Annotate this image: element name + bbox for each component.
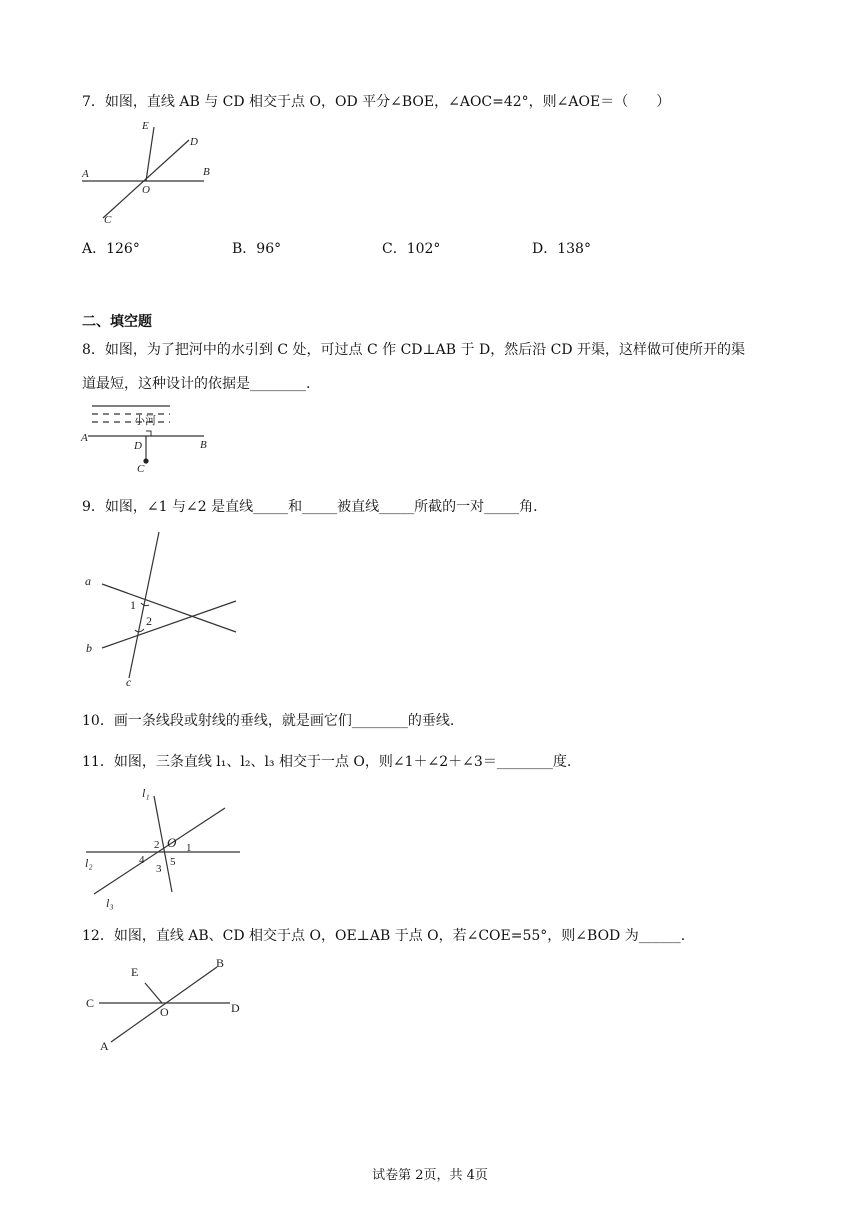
question-12-figure [80, 958, 250, 1054]
label-B: B [203, 166, 210, 178]
label-E: E [142, 120, 149, 132]
question-9-text: 9．如图，∠1 与∠2 是直线_____和_____被直线_____所截的一对_____角. [82, 499, 538, 515]
page-footer: 试卷第 2页，共 4页 [372, 1168, 488, 1183]
angle-2-label: 2 [154, 839, 160, 851]
angle-1-label: 1 [130, 598, 136, 612]
label-C: C [104, 214, 112, 226]
label-E: E [131, 965, 139, 979]
angle-2-label: 2 [146, 614, 152, 628]
label-D: D [190, 136, 198, 148]
option-b: B．96° [232, 241, 282, 257]
question-11-figure [80, 780, 245, 912]
label-l2: l₂ [85, 856, 93, 870]
question-11-text: 11．如图，三条直线 l₁、l₂、l₃ 相交于一点 O，则∠1＋∠2＋∠3＝________度. [82, 754, 572, 770]
label-b: b [86, 641, 92, 655]
angle-3-label: 3 [156, 863, 162, 875]
label-C: C [137, 463, 145, 475]
question-10-text: 10．画一条线段或射线的垂线，就是画它们________的垂线. [82, 713, 455, 729]
label-A: A [82, 168, 89, 180]
question-7-text: 7．如图，直线 AB 与 CD 相交于点 O，OD 平分∠BOE，∠AOC=42°，则∠AOE＝（ ） [82, 94, 671, 110]
question-8-figure [78, 400, 218, 476]
label-D: D [231, 1001, 240, 1015]
question-7-figure [78, 115, 228, 227]
label-D: D [134, 440, 142, 452]
label-a: a [85, 574, 91, 588]
label-B: B [200, 439, 207, 451]
label-l1: l₁ [142, 786, 150, 800]
question-12-text: 12．如图，直线 AB、CD 相交于点 O，OE⊥AB 于点 O，若∠COE=55°，则∠BOD 为______. [82, 928, 686, 944]
label-c: c [126, 675, 132, 689]
label-B: B [216, 958, 225, 970]
label-O: O [167, 835, 177, 850]
angle-5-label: 5 [170, 856, 176, 868]
option-a: A．126° [82, 241, 140, 257]
angle-4-label: 4 [139, 854, 145, 866]
label-O: O [142, 184, 150, 196]
label-C: C [86, 996, 95, 1010]
label-O: O [160, 1005, 169, 1019]
label-river: 小河 [134, 415, 156, 427]
option-d: D．138° [532, 241, 591, 257]
label-A: A [81, 432, 88, 444]
question-9-figure [80, 530, 245, 690]
label-A: A [100, 1039, 109, 1053]
option-c: C．102° [382, 241, 441, 257]
angle-1-label: 1 [186, 842, 192, 854]
label-l3: l₃ [106, 896, 114, 910]
section-title: 二、填空题 [82, 314, 152, 330]
question-8-line1: 8．如图，为了把河中的水引到 C 处，可过点 C 作 CD⊥AB 于 D，然后沿 CD 开渠，这样做可使所开的渠 [82, 342, 746, 358]
question-8-line2: 道最短，这种设计的依据是________. [82, 376, 311, 392]
